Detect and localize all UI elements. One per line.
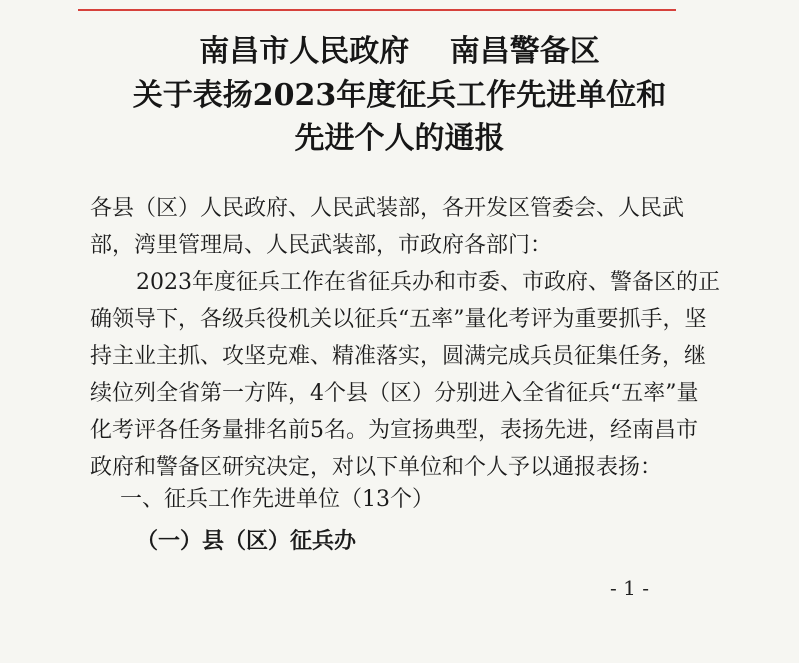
body-line-3: 2023年度征兵工作在省征兵办和市委、市政府、警备区的正 — [136, 270, 720, 295]
document-title-line-3: 先进个人的通报 — [294, 121, 505, 156]
body-line-5: 持主业主抓、攻坚克难、精准落实，圆满完成兵员征集任务，继 — [90, 344, 707, 369]
body-line-1: 各县（区）人民政府、人民武装部，各开发区管委会、人民武 — [90, 196, 685, 221]
page-number: - 1 - — [610, 576, 649, 600]
subsection-heading-county-offices: （一）县（区）征兵办 — [136, 528, 357, 554]
body-line-6: 续位列全省第一方阵，4个县（区）分别进入全省征兵“五率”量 — [90, 381, 699, 406]
document-title-line-2: 关于表扬2023年度征兵工作先进单位和 — [132, 78, 667, 113]
body-line-8: 政府和警备区研究决定，对以下单位和个人予以通报表扬： — [90, 455, 663, 480]
body-line-4: 确领导下，各级兵役机关以征兵“五率”量化考评为重要抓手，坚 — [90, 307, 707, 332]
section-heading-advanced-units: 一、征兵工作先进单位（13个） — [120, 487, 434, 512]
body-line-7: 化考评各任务量排名前5名。为宣扬典型，表扬先进，经南昌市 — [90, 418, 698, 443]
top-red-rule — [78, 9, 676, 11]
body-line-2: 部，湾里管理局、人民武装部，市政府各部门： — [90, 233, 553, 258]
document-title-line-1: 南昌市人民政府 南昌警备区 — [199, 34, 600, 69]
